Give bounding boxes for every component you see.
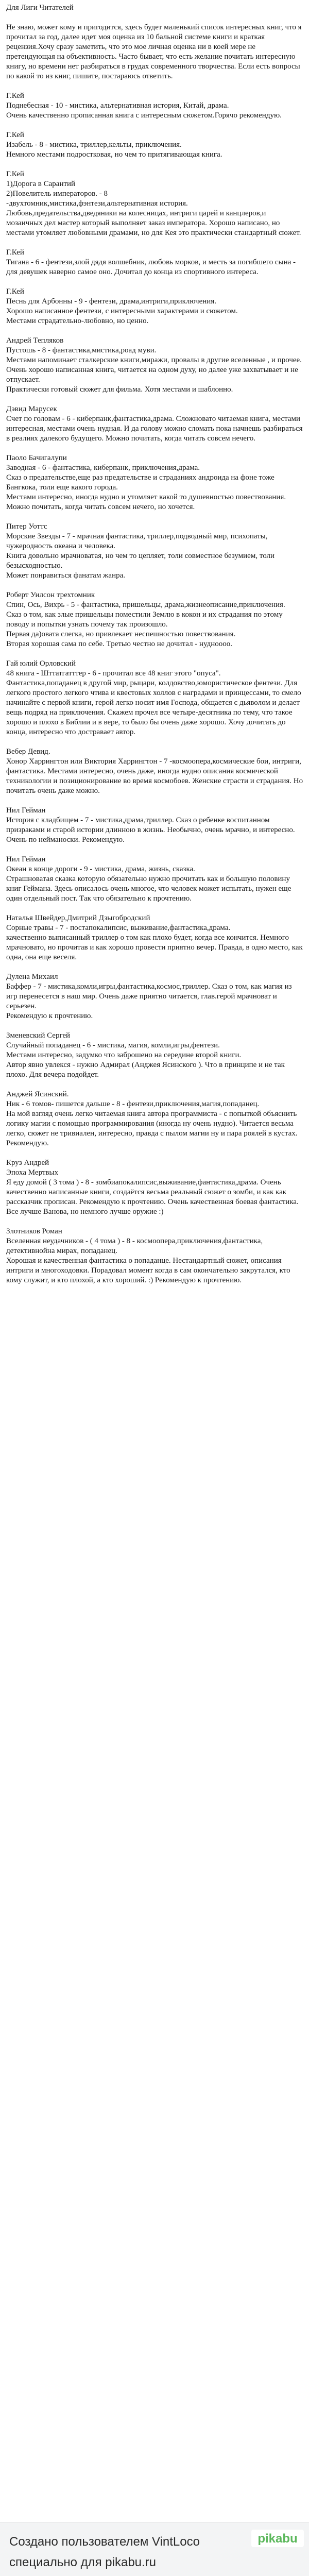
review-line: Хонор Харрингтон или Виктория Харрингтон - 7 -космоопера,космические бои, интриги, фантастика. Местами интересно, очень даже, иногда нудно описания космической техникологии и позиционирование во время космобоев. Женские страсти и страдания. Но почитать очень даже можно.	[6, 757, 303, 795]
review-author: Круз Андрей	[6, 1159, 49, 1167]
review-line: Сказ о предательстве,еще раз предательстве и страданиях андроида на фоне тоже Бангкока, толи еще какого города.	[6, 473, 274, 492]
review-author: Дэвид Марусек	[6, 405, 57, 413]
review-line: Местами интересно, иногда нудно и утомляет какой то душевностью повествования. Можно почитать, когда читать совсем нечего, но хочется.	[6, 493, 286, 511]
review-line: Изабель - 8 - мистика, триллер,кельты, приключения.	[6, 141, 182, 149]
review-line: Поднебесная - 10 - мистика, альтернативная история, Китай, драма.	[6, 101, 229, 110]
review-block	[6, 1090, 304, 1148]
review-line: Страшноватая сказка которую обязательно нужно прочитать как и большую половину книг Геймана. Здесь описалось очень многое, что человек может испытать, нужен еще один отдельный пост. Так что обязательно к прочтению.	[6, 875, 291, 903]
review-author: Г.Кей	[6, 248, 24, 257]
footer-tool-line	[9, 2573, 246, 2576]
document-title: Для Лиги Читателей	[6, 4, 74, 12]
review-author: Андрей Тепляков	[6, 336, 64, 345]
review-line: Морские Звезды - 7 - мрачная фантастика, триллер,подводный мир, психопаты, чужеродность океана и человека.	[6, 532, 268, 550]
review-block	[6, 659, 304, 737]
review-line: 2)Повелитель императоров. - 8	[6, 190, 108, 198]
review-block	[6, 336, 304, 395]
review-author: Злотников Роман	[6, 1227, 62, 1235]
review-block	[6, 1158, 304, 1217]
review-block	[6, 855, 304, 904]
review-block	[6, 287, 304, 326]
review-line: Тигана - 6 - фентези,злой дядя волшебник, любовь морков, и месть за погибшего сына - для девушек наверно самое оно. Дочитал до конца из спортивного интереса.	[6, 258, 296, 276]
review-line: Вселенная неудачников - ( 4 тома ) - 8 - космоопера,приключения,фантастика, детективнойна мирах, попаданец.	[6, 1237, 263, 1255]
review-line: 48 книга - Шттатгатттер - 6 - прочитал все 48 книг этого "опуса".	[6, 669, 221, 677]
review-line: -двухтомник,мистика,фэнтези,альтернативная история.	[6, 199, 188, 208]
review-line: Заводная - 6 - фантастика, киберпанк, приключения,драма.	[6, 464, 200, 472]
review-line: Хорошая и качественная фантастика о попаданце. Нестандартный сюжет, описания интриги и многоходовки. Порадовал момент когда в сам окончательно закрутался, кто кому служит, и кто плохой, а кто хороший. :) Рекомендую к прочтению.	[6, 1257, 290, 1284]
review-author: Наталья Швейдер,Дмитрий Дзыгобродский	[6, 914, 150, 922]
review-line: 1)Дорога в Сарантий	[6, 180, 76, 188]
review-block	[6, 248, 304, 277]
review-line: Хорошо написанное фентези, с интересными характерами и сюжетом.	[6, 307, 238, 315]
review-line: Местами интересно, задумко что заброшено на середине второй книги.	[6, 1051, 242, 1059]
review-line: На мой взгляд очень легко читаемая книга автора программиста - с попыткой объяснить логику магии с помощью программирования (иногда ну очень нудно). Читается весьма легко, сюжет не тривиален, интересно, правда с пылом магии ну и пара роялей в кустах. Рекомендую.	[6, 1110, 298, 1147]
review-block	[6, 404, 304, 444]
review-block	[6, 170, 304, 238]
document-body	[0, 0, 309, 1285]
review-author: Г.Кей	[6, 131, 24, 139]
review-block	[6, 91, 304, 121]
review-line: Первая да)овата слегка, но привлекает неспешностью повествования.	[6, 630, 236, 638]
review-line: Практически готовый сюжет для фильма. Хотя местами и шаблонно.	[6, 385, 233, 394]
review-list	[6, 91, 304, 1285]
review-line: Книга довольно мрачноватая, но чем то цепляет, толи совместное безумием, толи безысходностью.	[6, 552, 275, 570]
review-line: История с кладбищем - 7 - мистика,драма,триллер. Сказ о ребенке воспитанном призраками и старой истории длинною в жизнь. Необычно, очень мрачно, и интересно. Очень по нейманоски. Рекомендую.	[6, 816, 295, 844]
footer-author-line: Создано пользователем VintLoco	[9, 2535, 200, 2549]
review-author: Г.Кей	[6, 170, 24, 178]
footer-site-line: специально для pikabu.ru	[9, 2555, 157, 2569]
review-line: Океан в конце дороги - 9 - мистика, драма, жизнь, сказка.	[6, 865, 195, 873]
review-author: Нил Гейман	[6, 806, 46, 815]
review-line: Сорные травы - 7 - постапокалипсис, выживание,фантастика,драма.	[6, 924, 231, 932]
review-author: Питер Уоттс	[6, 522, 47, 531]
review-line: Баффер - 7 - мистика,комли,игры,фантастика,космос,триллер. Сказ о том, как магия из игр перенесется в наш мир. Очень даже приятно читается, глав.герой мрачноват и серьезен.	[6, 982, 292, 1010]
review-block	[6, 453, 304, 512]
review-line: Любовь,предательства,дведяники на колесницах, интриги царей и канцлеров,и мозаичных дел мастер который выполняет заказ императора. Хорошо написано, но местами утомляет любовными драмами, но для Кея это практически стандартный сюжет.	[6, 209, 301, 237]
review-line: Немного местами подростковая, но чем то притягивающая книга.	[6, 150, 222, 159]
review-line: качественно выписанный триллер о том как плохо будет, когда все кончится. Немного мрачновато, но прочитав и как хорошо провести приятно вечер. Правда, в одно место, как одна, она еще веселя.	[6, 934, 303, 961]
review-author: Анджей Ясинский.	[6, 1090, 69, 1098]
review-author: Г.Кей	[6, 287, 24, 296]
pikabu-logo-text: pikabu	[258, 2532, 298, 2546]
footer-banner	[0, 2522, 309, 2576]
review-author: Вебер Девид.	[6, 748, 50, 756]
intro-text: Не знаю, может кому и пригодится, здесь будет маленький список интересных книг, что я прочитал за год, далее идет моя оценка из 10 бальной системе книги и краткая рецензия.Хочу сразу заметить, что это мое личная оценка ни в коей мере не претендующая на объективность. Часто бывает, что есть желание почитать интересную книгу, но времени нет разбираться в грудах современного творчества. Если есть вопросы по какой то из книг, пишите, постараюсь ответить.	[6, 23, 302, 80]
review-line: Фантастика,попаданец в другой мир, рыцари, колдовство,юмористическое фентези. Для легкого простого легкого чтива и квестовых холлов с наградами и принцессами, то смело начинайте с первой книги, герой легко носит имя Господа, общается с дьяволом и делает вещь подряд на приключения. Скажем прочел все четыре-десятника по тему, что такое хорошо и плохо в Библии и в вере, то было бы очень даже хорошо. Хочу дочитать до конца, интересно что достравает автор.	[6, 679, 301, 736]
review-author: Дулена Михаил	[6, 973, 58, 981]
review-block	[6, 806, 304, 845]
review-line: Песнь для Арбонны - 9 - фентези, драма,интриги,приключения.	[6, 297, 216, 306]
review-author: Г.Кей	[6, 92, 24, 100]
review-author: Роберт Уилсон трехтомник	[6, 591, 95, 599]
review-author: Гай юлий Орловский	[6, 659, 76, 668]
review-block	[6, 130, 304, 160]
review-line: Случайный попаданец - 6 - мистика, магия, комли,игры,фентези.	[6, 1041, 220, 1049]
review-line: Местами напоминает сталкерские книги,миражи, провалы в другие вселенные , и прочее. Очень хорошо написанная книга, читается на одном духу, но далее уже захватывает и не отпускает.	[6, 356, 302, 384]
review-block	[6, 972, 304, 1021]
review-line: Вторая хорошая сама по себе. Третью честно не дочитал - нудноооо.	[6, 640, 233, 648]
review-block	[6, 590, 304, 649]
review-block	[6, 1227, 304, 1285]
review-block	[6, 1031, 304, 1080]
review-line: Сказ о том, как злые пришельцы поместили Землю в кокон и их страдания по этому поводу и попытки узнать почему так произошло.	[6, 611, 283, 629]
footer-credits	[9, 2532, 246, 2576]
review-block	[6, 747, 304, 796]
review-line: Я еду домой ( 3 тома ) - 8 - зомбиапокалипсис,выживание,фантастика,драма. Очень качественно написанные книги, создаётся весьма реальный сюжет о зомби, и как как рассказчик прописан. Рекомендую к прочтению. Очень качественная боевая фантастика. Все лучше Ванова, но немного лучше оружие :)	[6, 1178, 299, 1216]
document-intro	[6, 23, 304, 81]
review-line: Пустошь - 8 - фантастика,мистика,роад муви.	[6, 346, 157, 354]
review-author: Паоло Бачигалупи	[6, 454, 67, 462]
review-block	[6, 913, 304, 962]
review-line: Может понравиться фанатам жанра.	[6, 571, 126, 580]
review-line: Эпоха Мертвых	[6, 1168, 59, 1177]
review-author: Зменевский Сергей	[6, 1031, 71, 1040]
review-line: Спин, Ось, Вихрь - 5 - фантастика, пришельцы, драма,жизнеописание,приключения.	[6, 601, 285, 609]
review-line: Рекомендую к прочтению.	[6, 1012, 93, 1020]
review-author: Нил Гейман	[6, 855, 46, 863]
review-line: Местами страдательно-любовно, но ценно.	[6, 317, 149, 325]
pikabu-logo	[251, 2530, 304, 2547]
review-line: Автор явно увлекся - нужно Адмирал (Анджея Ясинского ). Что в принципе и не так плохо. Для вечера подойдет.	[6, 1061, 285, 1079]
review-line: Очень качественно прописанная книга с интересным сюжетом.Горячо рекомендую.	[6, 111, 282, 120]
review-line: Счет по головам - 6 - киберпанк,фантастика,драма. Сложновато читаемая книга, местами интересная, местами очень нудная. И да голову можно сломать пока начнешь разбираться в реалиях далекого будущего. Можно почитать, когда читать совсем нечего.	[6, 415, 303, 443]
review-line: Ник - 6 томов- пишется дальше - 8 - фентези,приключения,магия,попаданец.	[6, 1100, 260, 1108]
review-block	[6, 522, 304, 581]
